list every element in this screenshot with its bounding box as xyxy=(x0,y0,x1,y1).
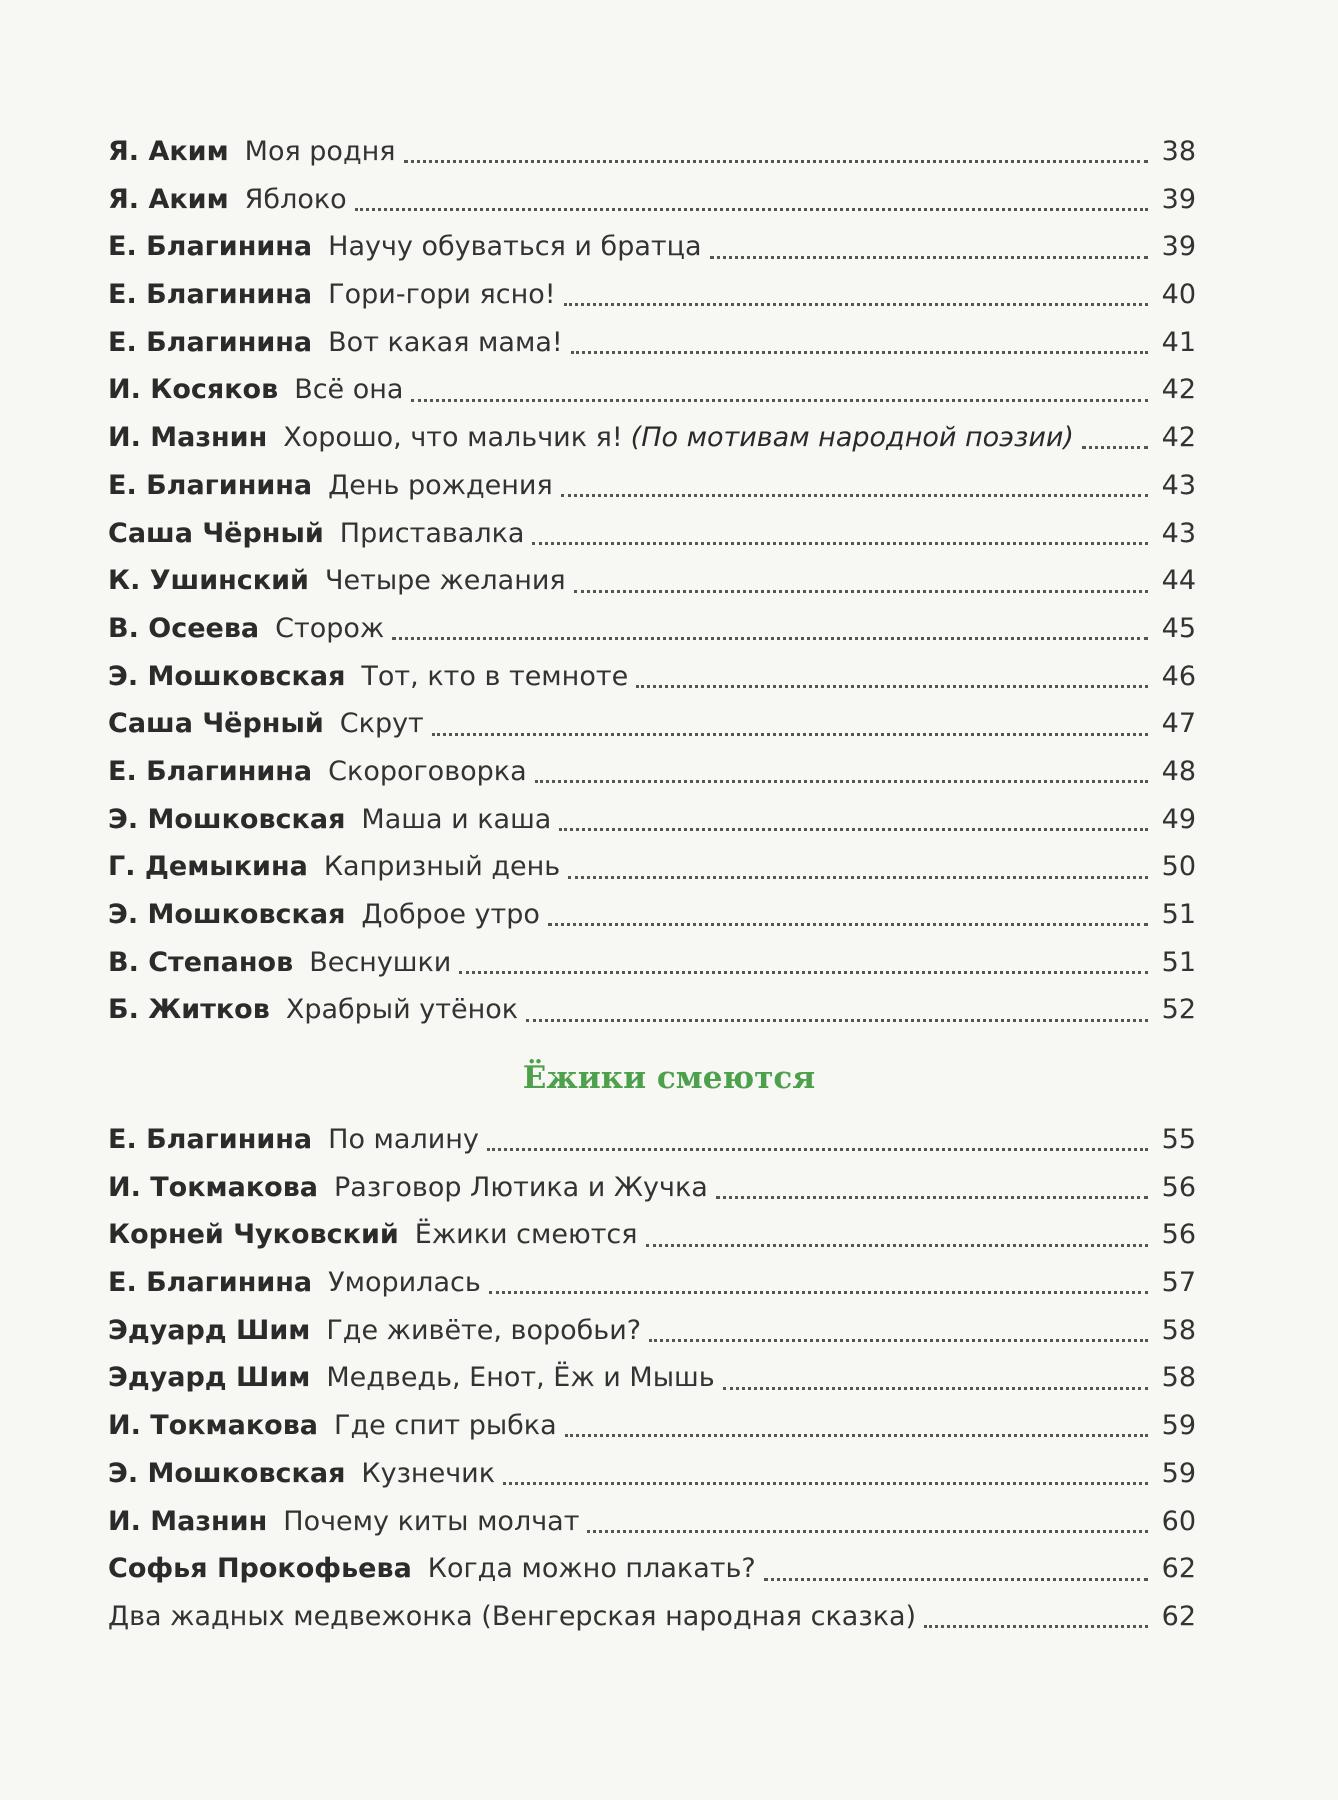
dot-leader xyxy=(764,1578,1148,1581)
toc-entry-author: Э. Мошковская xyxy=(108,1457,346,1489)
toc-entry-author: К. Ушинский xyxy=(108,565,309,597)
toc-entry-page-number: 44 xyxy=(1161,565,1196,597)
dot-leader xyxy=(649,1339,1148,1342)
toc-entry-author: Е. Благинина xyxy=(108,231,313,263)
toc-entry-author: Э. Мошковская xyxy=(108,803,346,835)
dot-leader xyxy=(565,1434,1148,1437)
toc-entry-title: Ёжики смеются xyxy=(414,1219,638,1251)
toc-entry-page-number: 56 xyxy=(1161,1171,1196,1203)
toc-entry-author: Саша Чёрный xyxy=(108,708,324,740)
toc-entry-author: Б. Житков xyxy=(108,994,270,1026)
section-heading: Ёжики смеются xyxy=(522,1060,816,1096)
toc-entry[interactable] xyxy=(108,510,1196,558)
dot-leader xyxy=(587,1530,1148,1533)
toc-entry[interactable] xyxy=(108,1402,1196,1450)
toc-entry-title: Скороговорка xyxy=(328,755,527,787)
toc-entry-author: Е. Благинина xyxy=(108,279,313,311)
toc-entry-author: В. Степанов xyxy=(108,946,294,978)
toc-entry-author: Саша Чёрный xyxy=(108,517,324,549)
dot-leader xyxy=(404,160,1148,163)
toc-entry-title: Медведь, Енот, Ёж и Мышь xyxy=(326,1362,715,1394)
toc-entry[interactable] xyxy=(108,796,1196,844)
toc-entry[interactable] xyxy=(108,223,1196,271)
toc-entry-title: Капризный день xyxy=(323,851,561,883)
toc-entry-title: Скрут xyxy=(339,708,424,740)
toc-entry-title: Вот какая мама! xyxy=(328,326,563,358)
toc-entry-page-number: 62 xyxy=(1161,1553,1196,1585)
toc-entry[interactable] xyxy=(108,1116,1196,1164)
toc-entry-title: Четыре желания xyxy=(324,565,566,597)
toc-entry-author: Корней Чуковский xyxy=(108,1219,399,1251)
toc-entry-page-number: 51 xyxy=(1161,946,1196,978)
toc-entry-page-number: 62 xyxy=(1161,1600,1196,1632)
toc-entry[interactable] xyxy=(108,462,1196,510)
dot-leader xyxy=(574,590,1148,593)
toc-entry-page-number: 49 xyxy=(1161,803,1196,835)
toc-entry-author: Я. Аким xyxy=(108,183,229,215)
toc-entry-title: Разговор Лютика и Жучка xyxy=(334,1171,708,1203)
toc-entry[interactable] xyxy=(108,700,1196,748)
toc-entry-title: Когда можно плакать? xyxy=(427,1553,756,1585)
toc-list-section-1 xyxy=(108,128,1196,1034)
toc-entry-author: Эдуард Шим xyxy=(108,1314,311,1346)
toc-entry-author: Е. Благинина xyxy=(108,1124,313,1155)
toc-entry[interactable] xyxy=(108,319,1196,367)
dot-leader xyxy=(392,637,1148,640)
toc-entry-page-number: 47 xyxy=(1161,708,1196,740)
dot-leader xyxy=(432,733,1148,736)
toc-entry[interactable] xyxy=(108,748,1196,796)
toc-entry-page-number: 59 xyxy=(1161,1410,1196,1442)
toc-entry[interactable] xyxy=(108,1498,1196,1546)
toc-entry-title: День рождения xyxy=(328,469,553,501)
dot-leader xyxy=(487,1148,1148,1151)
dot-leader xyxy=(636,685,1148,688)
dot-leader xyxy=(459,971,1148,974)
toc-entry-author: Софья Прокофьева xyxy=(108,1553,412,1585)
toc-entry-page-number: 42 xyxy=(1161,422,1196,454)
dot-leader xyxy=(723,1387,1148,1390)
dot-leader xyxy=(535,780,1148,783)
toc-entry[interactable] xyxy=(108,1307,1196,1355)
toc-entry-title: Сторож xyxy=(275,612,385,644)
toc-entry-page-number: 57 xyxy=(1161,1267,1196,1299)
toc-entry-title: Моя родня xyxy=(244,136,396,167)
toc-entry-page-number: 45 xyxy=(1161,612,1196,644)
toc-entry-author: И. Мазнин xyxy=(108,1505,268,1537)
toc-entry-page-number: 58 xyxy=(1161,1314,1196,1346)
toc-entry-title: Всё она xyxy=(294,374,404,406)
toc-entry-page-number: 59 xyxy=(1161,1457,1196,1489)
toc-entry-page-number: 43 xyxy=(1161,517,1196,549)
toc-entry-page-number: 39 xyxy=(1161,183,1196,215)
toc-entry[interactable] xyxy=(108,176,1196,224)
toc-entry-author: Е. Благинина xyxy=(108,469,313,501)
toc-entry-page-number: 38 xyxy=(1161,136,1196,167)
dot-leader xyxy=(571,351,1148,354)
dot-leader xyxy=(503,1482,1148,1485)
toc-entry-author: Е. Благинина xyxy=(108,755,313,787)
toc-entry-title: Гори-гори ясно! xyxy=(328,279,556,311)
dot-leader xyxy=(411,399,1148,402)
toc-entry-title: Где спит рыбка xyxy=(334,1410,557,1442)
toc-entry-author: И. Косяков xyxy=(108,374,279,406)
toc-list-section-2 xyxy=(108,1116,1196,1641)
toc-entry-author: И. Мазнин xyxy=(108,422,268,454)
toc-entry-title: Тот, кто в темноте xyxy=(361,660,629,692)
dot-leader xyxy=(646,1244,1148,1247)
toc-entry[interactable] xyxy=(108,1450,1196,1498)
toc-entry-page-number: 60 xyxy=(1161,1505,1196,1537)
toc-entry[interactable] xyxy=(108,128,1196,176)
toc-entry[interactable] xyxy=(108,605,1196,653)
dot-leader xyxy=(489,1291,1148,1294)
toc-entry-title: Два жадных медвежонка (Венгерская народная сказка) xyxy=(108,1600,917,1632)
toc-entry-title: Кузнечик xyxy=(361,1457,495,1489)
dot-leader xyxy=(568,876,1148,879)
toc-entry[interactable] xyxy=(108,843,1196,891)
toc-entry-title: Веснушки xyxy=(309,946,452,978)
dot-leader xyxy=(355,208,1148,211)
toc-entry-title: Яблоко xyxy=(244,183,347,215)
toc-entry-page-number: 40 xyxy=(1161,279,1196,311)
toc-entry-page-number: 43 xyxy=(1161,469,1196,501)
toc-entry-title: Хорошо, что мальчик я! xyxy=(283,422,623,454)
toc-entry-page-number: 46 xyxy=(1161,660,1196,692)
dot-leader xyxy=(710,256,1148,259)
toc-entry-page-number: 55 xyxy=(1161,1124,1196,1155)
toc-entry-page-number: 51 xyxy=(1161,899,1196,930)
toc-entry[interactable] xyxy=(108,939,1196,987)
toc-entry-page-number: 48 xyxy=(1161,755,1196,787)
toc-entry[interactable] xyxy=(108,891,1196,939)
toc-entry-title: Уморилась xyxy=(328,1267,481,1299)
toc-entry-title: Храбрый утёнок xyxy=(285,994,519,1026)
toc-entry-page-number: 42 xyxy=(1161,374,1196,406)
toc-entry[interactable] xyxy=(108,1354,1196,1402)
dot-leader xyxy=(526,1019,1148,1022)
toc-entry-page-number: 58 xyxy=(1161,1362,1196,1394)
toc-entry[interactable] xyxy=(108,1164,1196,1212)
toc-entry[interactable] xyxy=(108,986,1196,1034)
toc-entry-page-number: 52 xyxy=(1161,994,1196,1026)
toc-entry-title: Научу обуваться и братца xyxy=(328,231,702,263)
toc-entry-author: Г. Демыкина xyxy=(108,851,308,883)
dot-leader xyxy=(1082,446,1148,449)
dot-leader xyxy=(924,1625,1148,1628)
dot-leader xyxy=(561,494,1148,497)
toc-entry-title: Доброе утро xyxy=(361,899,540,930)
toc-entry-page-number: 39 xyxy=(1161,231,1196,263)
toc-entry-title: Почему киты молчат xyxy=(283,1505,580,1537)
toc-entry-page-number: 41 xyxy=(1161,326,1196,358)
toc-entry[interactable] xyxy=(108,1259,1196,1307)
toc-entry[interactable] xyxy=(108,271,1196,319)
toc-entry[interactable] xyxy=(108,557,1196,605)
toc-entry[interactable] xyxy=(108,1211,1196,1259)
toc-entry-author: Э. Мошковская xyxy=(108,660,346,692)
toc-entry-author: И. Токмакова xyxy=(108,1171,319,1203)
toc-entry[interactable] xyxy=(108,366,1196,414)
dot-leader xyxy=(532,542,1148,545)
toc-entry-title: Где живёте, воробьи? xyxy=(326,1314,642,1346)
toc-entry-title: Приставалка xyxy=(339,517,525,549)
toc-entry-page-number: 50 xyxy=(1161,851,1196,883)
toc-entry-author: Е. Благинина xyxy=(108,326,313,358)
toc-entry[interactable] xyxy=(108,1593,1196,1641)
toc-entry[interactable] xyxy=(108,414,1196,462)
dot-leader xyxy=(564,303,1148,306)
dot-leader xyxy=(559,828,1148,831)
toc-entry-note: (По мотивам народной поэзии) xyxy=(630,422,1074,454)
toc-entry-title: Маша и каша xyxy=(361,803,552,835)
toc-entry-author: Я. Аким xyxy=(108,136,229,167)
toc-entry[interactable] xyxy=(108,1545,1196,1593)
toc-entry[interactable] xyxy=(108,653,1196,701)
dot-leader xyxy=(548,923,1148,926)
toc-entry-author: Е. Благинина xyxy=(108,1267,313,1299)
toc-entry-title: По малину xyxy=(328,1124,479,1155)
toc-entry-author: В. Осеева xyxy=(108,612,260,644)
toc-entry-author: И. Токмакова xyxy=(108,1410,319,1442)
toc-entry-page-number: 56 xyxy=(1161,1219,1196,1251)
dot-leader xyxy=(716,1196,1148,1199)
toc-entry-author: Эдуард Шим xyxy=(108,1362,311,1394)
toc-entry-author: Э. Мошковская xyxy=(108,899,346,930)
